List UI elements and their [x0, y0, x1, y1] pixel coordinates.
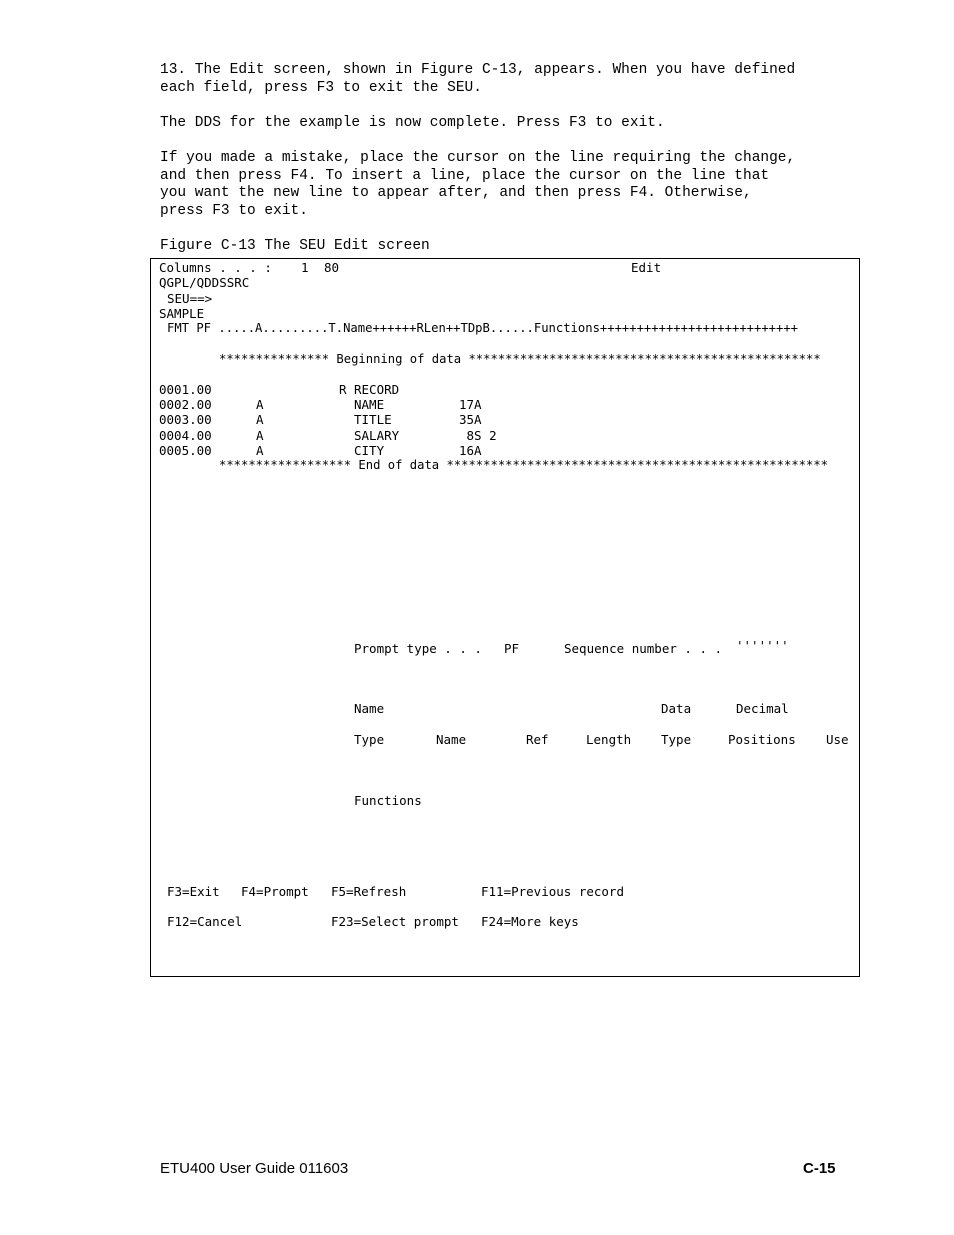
f11-previous-record-key[interactable]: F11=Previous record [481, 884, 624, 899]
f12-cancel-key[interactable]: F12=Cancel [167, 914, 243, 929]
format-line: FMT PF .....A.........T.Name++++++RLen++TDpB......Functions+++++++++++++++++++++++++++ [167, 321, 799, 335]
condition-type: A [256, 428, 264, 443]
prompt-type-value: PF [504, 641, 520, 656]
column-positions-header: Positions [728, 732, 796, 747]
field-name: TITLE [354, 412, 392, 427]
end-of-data-marker: ****************** End of data **************************************************** [219, 458, 829, 472]
command-prompt-label[interactable]: SEU==> [167, 291, 213, 306]
column-decimal-header: Decimal [736, 701, 789, 716]
column-name-header: Name [354, 701, 385, 716]
sequence-number: 0002.00 [159, 397, 212, 412]
condition-type: A [256, 397, 264, 412]
beginning-of-data-marker: *************** Beginning of data ************************************************ [219, 352, 821, 366]
seu-edit-screen [150, 258, 860, 977]
condition-type: A [256, 412, 264, 427]
page-number: C-15 [803, 1160, 836, 1177]
field-length: 35A [459, 412, 482, 427]
dds-complete-paragraph: The DDS for the example is now complete. Press F3 to exit. [160, 115, 665, 131]
columns-to: 80 [324, 260, 340, 275]
field-length: 8S 2 [459, 428, 497, 443]
column-data-type-header: Type [661, 732, 692, 747]
f5-refresh-key[interactable]: F5=Refresh [331, 884, 407, 899]
columns-label: Columns . . . : [159, 260, 272, 275]
condition-type: A [256, 443, 264, 458]
field-name: NAME [354, 397, 385, 412]
footer-guide-title: ETU400 User Guide 011603 [160, 1160, 349, 1177]
record-type: R [339, 382, 347, 397]
f4-prompt-key[interactable]: F4=Prompt [241, 884, 309, 899]
sequence-number: 0005.00 [159, 443, 212, 458]
sequence-number-value[interactable]: ''''''' [736, 638, 789, 653]
f23-select-prompt-key[interactable]: F23=Select prompt [331, 914, 459, 929]
column-use-header: Use [826, 732, 849, 747]
field-name: CITY [354, 443, 385, 458]
sequence-number-label: Sequence number . . . [564, 641, 723, 656]
member-name: SAMPLE [159, 306, 205, 321]
f3-exit-key[interactable]: F3=Exit [167, 884, 220, 899]
column-data-header: Data [661, 701, 692, 716]
column-field-name-header: Name [436, 732, 467, 747]
mode-indicator: Edit [631, 260, 662, 275]
sequence-number: 0003.00 [159, 412, 212, 427]
sequence-number: 0001.00 [159, 382, 212, 397]
sequence-number: 0004.00 [159, 428, 212, 443]
column-length-header: Length [586, 732, 632, 747]
field-length: 17A [459, 397, 482, 412]
functions-label: Functions [354, 793, 422, 808]
field-name: SALARY [354, 428, 400, 443]
record-name: RECORD [354, 382, 400, 397]
column-type-header: Type [354, 732, 385, 747]
field-length: 16A [459, 443, 482, 458]
f24-more-keys-key[interactable]: F24=More keys [481, 914, 579, 929]
mistake-paragraph: If you made a mistake, place the cursor on the line requiring the change, and then press F4. To insert a line, place the cursor on the line that you want the new line to appear after, and then press F4. Otherwise, press F3 to exit. [160, 150, 796, 219]
columns-from: 1 [301, 260, 309, 275]
step-13-paragraph: 13. The Edit screen, shown in Figure C-13, appears. When you have defined each field, press F3 to exit the SEU. [160, 62, 796, 96]
column-ref-header: Ref [526, 732, 549, 747]
prompt-type-label: Prompt type . . . [354, 641, 482, 656]
library-file-name: QGPL/QDDSSRC [159, 275, 250, 290]
figure-caption: Figure C-13 The SEU Edit screen [160, 238, 430, 254]
